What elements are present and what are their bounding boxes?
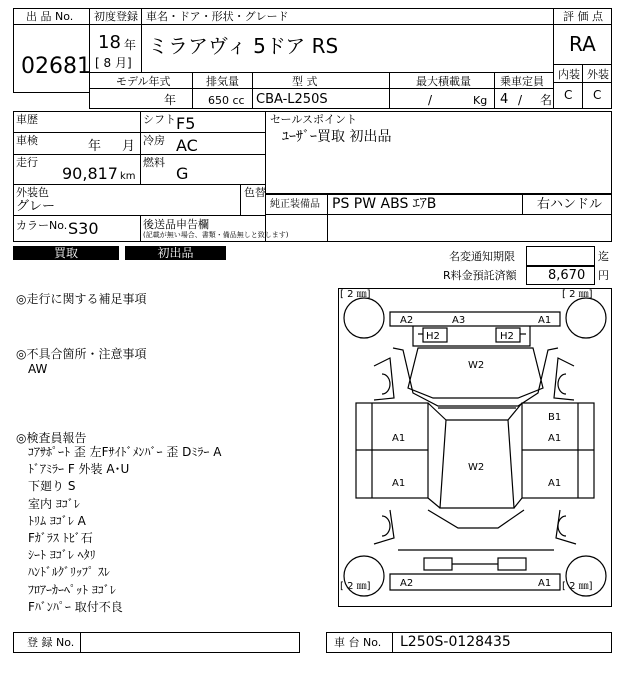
mileage-value: 90,817 xyxy=(62,164,118,183)
exterior-grade: C xyxy=(593,88,602,102)
lot-number: 02681 xyxy=(21,54,91,79)
type-value: CBA-L250S xyxy=(256,92,328,107)
list-item: AW xyxy=(28,362,48,376)
capacity-label: 乗車定員 xyxy=(500,75,544,88)
color-label: 外装色 xyxy=(16,186,49,199)
list-item: Fﾊﾞﾝﾊﾟｰ 取付不良 xyxy=(28,599,123,614)
list-item: Fｶﾞﾗｽ ﾄﾋﾞ石 xyxy=(28,531,93,545)
capacity-unit: 名 xyxy=(540,93,553,107)
mark-front-bumper-left: A2 xyxy=(400,315,414,326)
reg-year-unit: 年 xyxy=(124,38,137,52)
tire-rear-left-depth: [ 2 ㎜] xyxy=(340,581,371,592)
car-name-label: 車名・ドア・形状・グレード xyxy=(146,10,289,23)
post-doc-note: (記載が無い場合、書類・備品無しと致します) xyxy=(143,231,289,239)
mark-left-front-door: A1 xyxy=(392,433,406,444)
bar-shoshuppin: 初出品 xyxy=(125,246,226,260)
mark-rear-bumper-left: A2 xyxy=(400,578,414,589)
list-item: ｼｰﾄ ﾖｺﾞﾚ ﾍﾀﾘ xyxy=(28,548,96,563)
mark-right-fender: B1 xyxy=(548,412,562,423)
reg-no-label: 登 録 No. xyxy=(27,636,75,649)
load-slash: / xyxy=(428,93,433,107)
first-reg-label: 初度登録 xyxy=(94,10,138,23)
aircon-label: 冷房 xyxy=(143,134,165,147)
mark-right-rear-door: A1 xyxy=(548,478,562,489)
rear-bumper xyxy=(390,574,560,590)
fuel-value: G xyxy=(176,164,189,183)
list-item: ｺｱｻﾎﾟｰﾄ 歪 左Fｻｲﾄﾞﾒﾝﾊﾞｰ 歪 Dﾐﾗｰ A xyxy=(28,445,222,459)
displacement-value: 650 cc xyxy=(208,94,245,107)
front-bumper xyxy=(390,312,560,326)
model-year-unit: 年 xyxy=(164,93,177,107)
exterior-label: 外装 xyxy=(587,68,609,81)
aircon-value: AC xyxy=(176,136,198,155)
car-name: ミラアヴィ 5ドア RS xyxy=(148,34,339,58)
shift-value: F5 xyxy=(176,114,196,133)
mark-hood: W2 xyxy=(468,360,485,371)
inspection-month: 月 xyxy=(122,139,136,154)
mark-headlight-left: H2 xyxy=(426,331,440,342)
color-no-value: S30 xyxy=(68,219,99,238)
interior-label: 内装 xyxy=(558,68,580,81)
capacity-slash: / xyxy=(518,93,523,107)
defect-notes-title: ◎不具合箇所・注意事項 xyxy=(16,347,147,361)
tire-front-left xyxy=(344,298,384,338)
list-item: ﾄﾘﾑ ﾖｺﾞﾚ A xyxy=(28,513,86,528)
list-item: 室内 ﾖｺﾞﾚ xyxy=(28,496,80,511)
tire-front-left-depth: [ 2 ㎜] xyxy=(340,289,371,300)
reg-month: [ 8 月] xyxy=(95,56,132,70)
grade-value: RA xyxy=(569,32,596,56)
inspector-title: ◎検査員報告 xyxy=(16,431,87,445)
reg-year: 18 xyxy=(98,32,121,53)
list-item: ﾄﾞｱﾐﾗｰ F 外装 A･U xyxy=(28,462,130,477)
mark-front-bumper-mid: A3 xyxy=(452,315,466,326)
max-load-label: 最大積載量 xyxy=(416,75,471,88)
recycle-label: R料金預託済額 xyxy=(443,269,517,282)
sales-point-text: ﾕｰｻﾞｰ買取 初出品 xyxy=(282,129,392,145)
name-change-label: 名変通知期限 xyxy=(449,250,515,263)
mark-right-front-door: A1 xyxy=(548,433,562,444)
post-doc-label: 後送品申告欄 xyxy=(143,218,209,231)
hood xyxy=(393,348,558,406)
name-change-unit: 迄 xyxy=(598,250,609,263)
color-value: グレー xyxy=(16,199,56,214)
history-label: 車歴 xyxy=(16,113,38,126)
grade-label: 評 価 点 xyxy=(563,10,603,23)
capacity-value: 4 xyxy=(500,92,509,107)
fuel-label: 燃料 xyxy=(143,156,165,169)
mileage-unit: km xyxy=(120,171,136,182)
equipment-label: 純正装備品 xyxy=(270,199,320,210)
sales-point-label: セールスポイント xyxy=(270,113,358,126)
interior-grade: C xyxy=(564,88,573,102)
tire-front-right xyxy=(566,298,606,338)
list-item: ﾌﾛｱｰｶｰﾍﾟｯﾄ ﾖｺﾞﾚ xyxy=(28,582,116,597)
mileage-label: 走行 xyxy=(16,156,38,169)
bar-kaitori: 買取 xyxy=(13,246,119,260)
chassis-no: L250S-0128435 xyxy=(400,634,511,650)
equipment-value: PS PW ABS ｴｱB xyxy=(332,196,437,212)
mark-rear-bumper-right: A1 xyxy=(538,578,552,589)
mark-headlight-right: H2 xyxy=(500,331,514,342)
inspection-year: 年 xyxy=(88,139,102,154)
inspection-label: 車検 xyxy=(16,134,38,147)
handle-value: 右ハンドル xyxy=(537,197,603,212)
color-change-label: 色替 xyxy=(244,186,266,199)
list-item: ﾊﾝﾄﾞﾙｸﾞﾘｯﾌﾟ ｽﾚ xyxy=(28,565,110,580)
chassis-label: 車 台 No. xyxy=(334,636,382,649)
mark-roof: W2 xyxy=(468,462,485,473)
mark-left-rear-door: A1 xyxy=(392,478,406,489)
load-unit: Kg xyxy=(473,94,488,107)
color-no-label: カラーNo. xyxy=(16,219,68,232)
recycle-unit: 円 xyxy=(598,269,609,282)
tire-front-right-depth: [ 2 ㎜] xyxy=(562,289,593,300)
list-item: 下廻り S xyxy=(28,479,76,494)
shift-label: シフト xyxy=(143,113,176,126)
displacement-label: 排気量 xyxy=(206,75,239,88)
model-year-label: モデル年式 xyxy=(116,75,171,88)
recycle-value: 8,670 xyxy=(548,268,586,283)
type-label: 型 式 xyxy=(292,75,318,88)
lot-label: 出 品 No. xyxy=(26,10,74,23)
tire-rear-right-depth: [ 2 ㎜] xyxy=(562,581,593,592)
driving-notes-title: ◎走行に関する補足事項 xyxy=(16,292,147,306)
mark-front-bumper-right: A1 xyxy=(538,315,552,326)
car-damage-diagram xyxy=(338,288,611,606)
